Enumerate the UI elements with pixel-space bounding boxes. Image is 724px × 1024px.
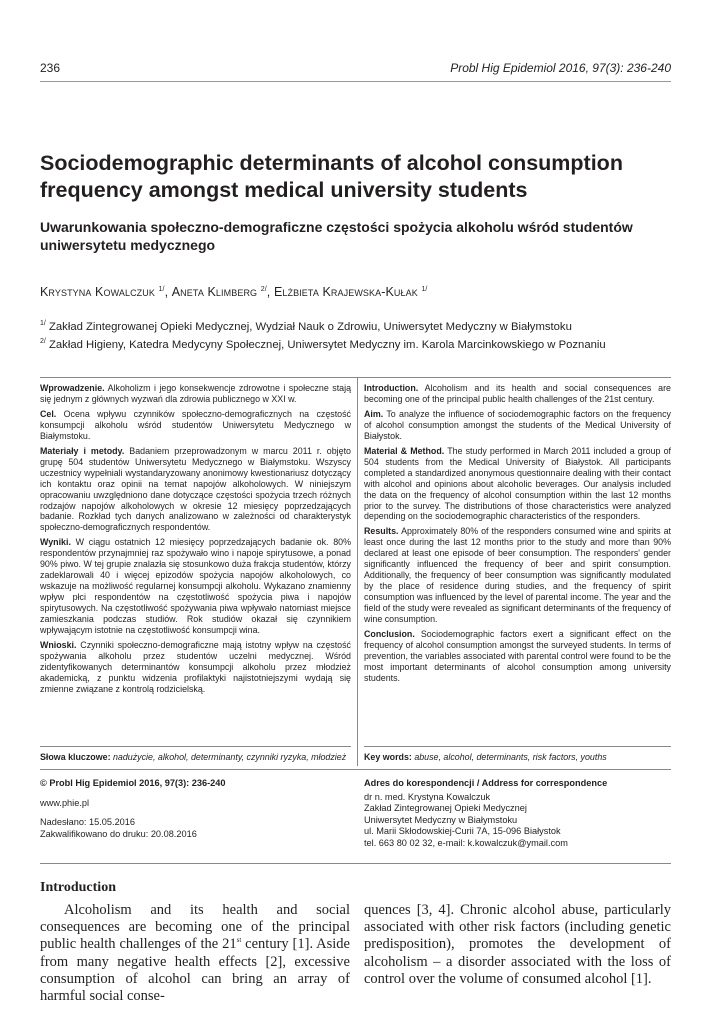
article-title-english: Sociodemographic determinants of alcohol consumption frequency amongst medical university students <box>40 151 623 202</box>
submitted-date: Nadesłano: 15.05.2016 <box>40 817 136 827</box>
introduction-text-left <box>40 902 350 1005</box>
abstract-english <box>364 383 671 688</box>
page-number: 236 <box>40 61 61 75</box>
abstract-section-label: Wnioski. <box>40 639 77 650</box>
abstract-section <box>364 383 671 405</box>
author-affiliation-mark: 2/ <box>260 285 267 293</box>
journal-reference: Probl Hig Epidemiol 2016, 97(3): 236-240 <box>450 61 671 75</box>
abstract-section-label: Wyniki. <box>40 537 71 548</box>
author-name: Elżbieta Krajewska-Kułak <box>273 285 418 299</box>
abstract-section-label: Results. <box>364 526 399 537</box>
abstract-column-divider <box>357 378 358 766</box>
abstract-section-label: Introduction. <box>364 383 419 393</box>
intro-paragraph-continuation: century [1]. Aside from many negative health effects [2], excessive consumption of alcohol can bring an array of harmful social conse- <box>40 936 350 1005</box>
abstract-section-label: Material & Method. <box>364 445 445 456</box>
correspondence-line: Uniwersytet Medyczny w Białymstoku <box>364 814 518 825</box>
keywords-label: Key words: <box>364 752 412 762</box>
abstract-section-label: Cel. <box>40 408 57 419</box>
section-heading-introduction: Introduction <box>40 880 116 895</box>
ordinal-suffix: st <box>236 936 242 945</box>
abstract-top-rule <box>40 377 671 378</box>
info-top-rule <box>40 769 671 770</box>
abstract-section-label: Aim. <box>364 408 384 419</box>
abstract-section <box>40 537 351 636</box>
article-title-polish: Uwarunkowania społeczno-demograficzne częstości spożycia alkoholu wśród studentów uniwersytetu medycznego <box>40 219 633 253</box>
intro-paragraph-start: Alcoholism and its health and social consequences are becoming one of the principal public health challenges of the 21 <box>40 902 350 953</box>
abstract-section <box>364 409 671 442</box>
header-rule <box>40 81 671 82</box>
author-list: Krystyna Kowalczuk $^{1/}$, Aneta Klimberg $^{2/}$, Elżbieta Krajewska-Kułak $^{1/}$ <box>40 285 428 299</box>
abstract-section <box>40 446 351 534</box>
abstract-section-label: Materiały i metody. <box>40 445 125 456</box>
keywords-rule-right <box>364 746 671 747</box>
author-affiliation-mark: 1/ <box>158 285 165 293</box>
copyright-line: © Probl Hig Epidemiol 2016, 97(3): 236-240 <box>40 778 226 788</box>
abstract-section-label: Conclusion. <box>364 629 415 640</box>
keywords-rule-left <box>40 746 351 747</box>
abstract-section <box>40 409 351 442</box>
abstract-section <box>364 526 671 625</box>
keywords-value: nadużycie, alkohol, determinanty, czynniki ryzyka, młodzież <box>113 752 347 762</box>
keywords-label: Słowa kluczowe: <box>40 752 111 762</box>
journal-website-link[interactable]: www.phie.pl <box>40 797 90 808</box>
author-name: Aneta Klimberg <box>171 285 258 299</box>
author-affiliation-mark: 1/ <box>421 285 428 293</box>
abstract-section-text: Czynniki społeczno-demograficzne mają istotny wpływ na częstość spożywania alkoholu przez studentów uczelni medycznej. Wśród zidentyfikowanych determinantów konsumpcji alkoholu przez młodzież akademicką, z punktu widzenia profilaktyki najistotniejszymi wydają się zmienne związane z kontrolą rodzicielską. <box>40 639 351 694</box>
abstract-section-text: Alkoholizm i jego konsekwencje zdrowotne i społeczne stają się jednym z głównych wyzwań dla zdrowia publicznego w XXI w. <box>40 383 352 404</box>
accepted-date: Zakwalifikowano do druku: 20.08.2016 <box>40 828 197 839</box>
abstract-section-text: Sociodemographic factors exert a significant effect on the frequency of alcohol consumption amongst the surveyed students. In terms of prevention, the variables associated with parental control were found to be the most important determinants of alcohol consumption among university students. <box>364 629 672 683</box>
correspondence-heading: Adres do korespondencji / Address for correspondence <box>364 778 608 788</box>
abstract-section-label: Wprowadzenie. <box>40 383 105 393</box>
abstract-section-text: The study performed in March 2011 included a group of 504 students from the Medical University of Białystok. All participants completed a standardized anonymous questionnaire dealing with their contact with alcohol and opinions about alcoholic beverages. Our analysis included the data on the frequency of alcohol consumption within the last 12 months prior to the survey. The distributions of those characteristics were analyzed depending on the sociodemographic characteristics of the responders. <box>364 445 671 522</box>
affiliation-mark: 1/ <box>40 320 46 328</box>
correspondence-line: Zakład Zintegrowanej Opieki Medycznej <box>364 803 527 813</box>
keywords-english <box>364 752 671 762</box>
abstract-section-text: To analyze the influence of sociodemographic factors on the frequency of alcohol consumption amongst the students of the Medical University of Białystok. <box>364 408 671 441</box>
info-bottom-rule <box>40 863 671 864</box>
author-name: Krystyna Kowalczuk <box>40 285 155 299</box>
correspondence-address <box>364 778 671 849</box>
abstract-section-text: Alcoholism and its health and social consequences are becoming one of the principal public health challenges of the 21st century. <box>364 383 671 404</box>
affiliation-text: Zakład Higieny, Katedra Medycyny Społecznej, Uniwersytet Medyczny im. Karola Marcinkowskiego w Poznaniu <box>48 339 606 351</box>
abstract-section <box>364 629 671 684</box>
abstract-polish <box>40 383 351 699</box>
publication-info <box>40 778 351 840</box>
abstract-section-text: Ocena wpływu czynników społeczno-demograficznych na częstość konsumpcji alkoholu wśród studentów Uniwersytetu Medycznego w Białymstoku. <box>40 408 351 441</box>
affiliation-mark: 2/ <box>40 338 46 346</box>
keywords-value: abuse, alcohol, determinants, risk factors, youths <box>414 752 607 762</box>
abstract-section <box>40 383 351 405</box>
affiliation-list <box>40 318 606 354</box>
abstract-section <box>364 446 671 523</box>
introduction-text-right: quences [3, 4]. Chronic alcohol abuse, particularly associated with other risk factors (including genetic predisposition), promotes the development of alcoholism – a disorder associated with the loss of control over the volume of consumed alcohol [1]. <box>364 902 671 987</box>
abstract-section-text: Approximately 80% of the responders consumed wine and spirits at least once during the last 12 months prior to the study and more than 90% declared at least one episode of beer consumption. The responders' gender significantly influenced the frequency of beer and spirit consumption. Additionally, the frequency of beer consumption was significantly modulated by the place of residence during studies, and the frequency of spirit consumption was influenced by the level of parental income. The year and the field of the study were revealed as significant determinants of the frequency of wine consumption. <box>364 526 671 625</box>
affiliation <box>40 318 606 336</box>
keywords-polish <box>40 752 351 762</box>
correspondence-line: dr n. med. Krystyna Kowalczuk <box>364 791 491 802</box>
abstract-section <box>40 640 351 695</box>
correspondence-line: ul. Marii Skłodowskiej-Curii 7A, 15-096 Białystok <box>364 826 561 836</box>
affiliation-text: Zakład Zintegrowanej Opieki Medycznej, Wydział Nauk o Zdrowiu, Uniwersytet Medyczny w Białymstoku <box>48 321 572 333</box>
abstract-section-text: W ciągu ostatnich 12 miesięcy poprzedzających badanie ok. 80% respondentów przynajmniej raz spożywało wino i napoje spirytusowe, a ponad 90% piwo. W tej grupie znalazła się stosunkowo duża frakcja studentów, którzy zadeklarowali 40 i więcej epizodów spożycia napojów alkoholowych, co wskazuje na możliwość regularnej konsumpcji alkoholu. Wykazano znamienny wpływ płci respondentów na częstotliwość spożycia piwa i napojów spirytusowych. Na częstotliwość spożywania piwa wpływało natomiast miejsce zamieszkania podczas studiów. Rok studiów okazał się czynnikiem wpływającym istotnie na częstotliwość konsumpcji wina. <box>40 537 352 636</box>
abstract-section-text: Badaniem przeprowadzonym w marcu 2011 r. objęto grupę 504 studentów Uniwersytetu Medycznego w Białymstoku. Wszyscy uczestnicy wypełniali wystandaryzowany anonimowy kwestionariusz dotyczący ich kontaktu oraz opinii na temat napojów alkoholowych. W niniejszym opracowaniu uwzględniono dane dotyczące częstości spożycia trzech różnych rodzajów napojów alkoholowych w okresie 12 miesięcy poprzedzających badanie. Rozkład tych danych analizowano w zależności od charakterystyk społeczno-demograficznych respondentów. <box>40 445 351 533</box>
correspondence-line: tel. 663 80 02 32, e-mail: k.kowalczuk@ymail.com <box>364 837 568 848</box>
affiliation <box>40 336 606 354</box>
